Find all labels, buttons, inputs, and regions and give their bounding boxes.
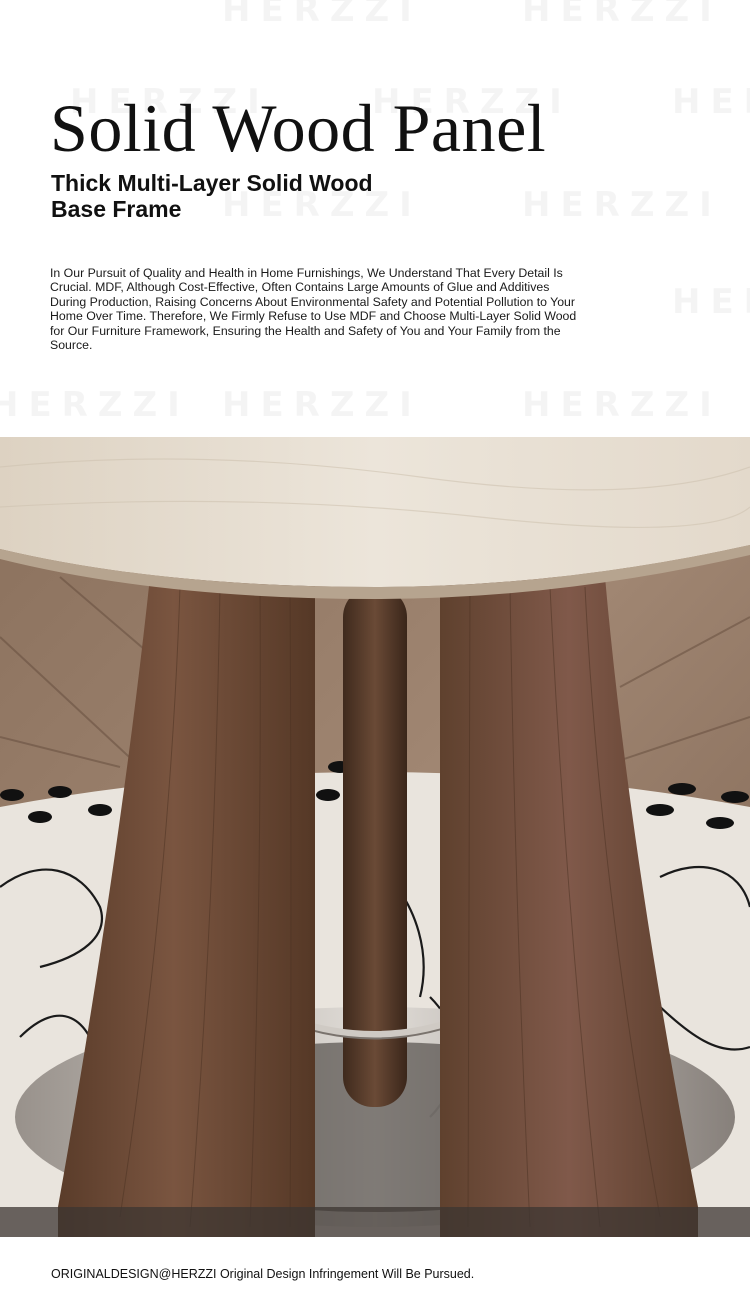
watermark xyxy=(0,385,190,425)
watermark xyxy=(522,185,722,225)
watermark xyxy=(222,385,422,425)
subtitle-line-1: Thick Multi-Layer Solid Wood xyxy=(51,170,373,196)
page-subtitle xyxy=(51,170,431,222)
page-title: Solid Wood Panel xyxy=(50,90,547,166)
subtitle-line-2: Base Frame xyxy=(51,196,182,222)
watermark xyxy=(222,0,422,30)
watermark xyxy=(672,282,750,322)
watermark xyxy=(672,82,750,122)
watermark xyxy=(522,385,722,425)
product-photo xyxy=(0,437,750,1237)
description-paragraph: In Our Pursuit of Quality and Health in Home Furnishings, We Understand That Every Detail Is Crucial. MDF, Although Cost-Effective, Often Contains Large Amounts of Glue and Additives During Production, Raising Concerns About Environmental Safety and Potential Pollution to Your Home Over Time. Therefore, We Firmly Refuse to Use MDF and Choose Multi-Layer Solid Wood for Our Furniture Framework, Ensuring the Health and Safety of You and Your Family from the Source. xyxy=(50,266,577,353)
watermark xyxy=(522,0,722,30)
footer-notice: ORIGINALDESIGN@HERZZI Original Design Infringement Will Be Pursued. xyxy=(51,1267,475,1281)
table-base-illustration xyxy=(0,437,750,1237)
